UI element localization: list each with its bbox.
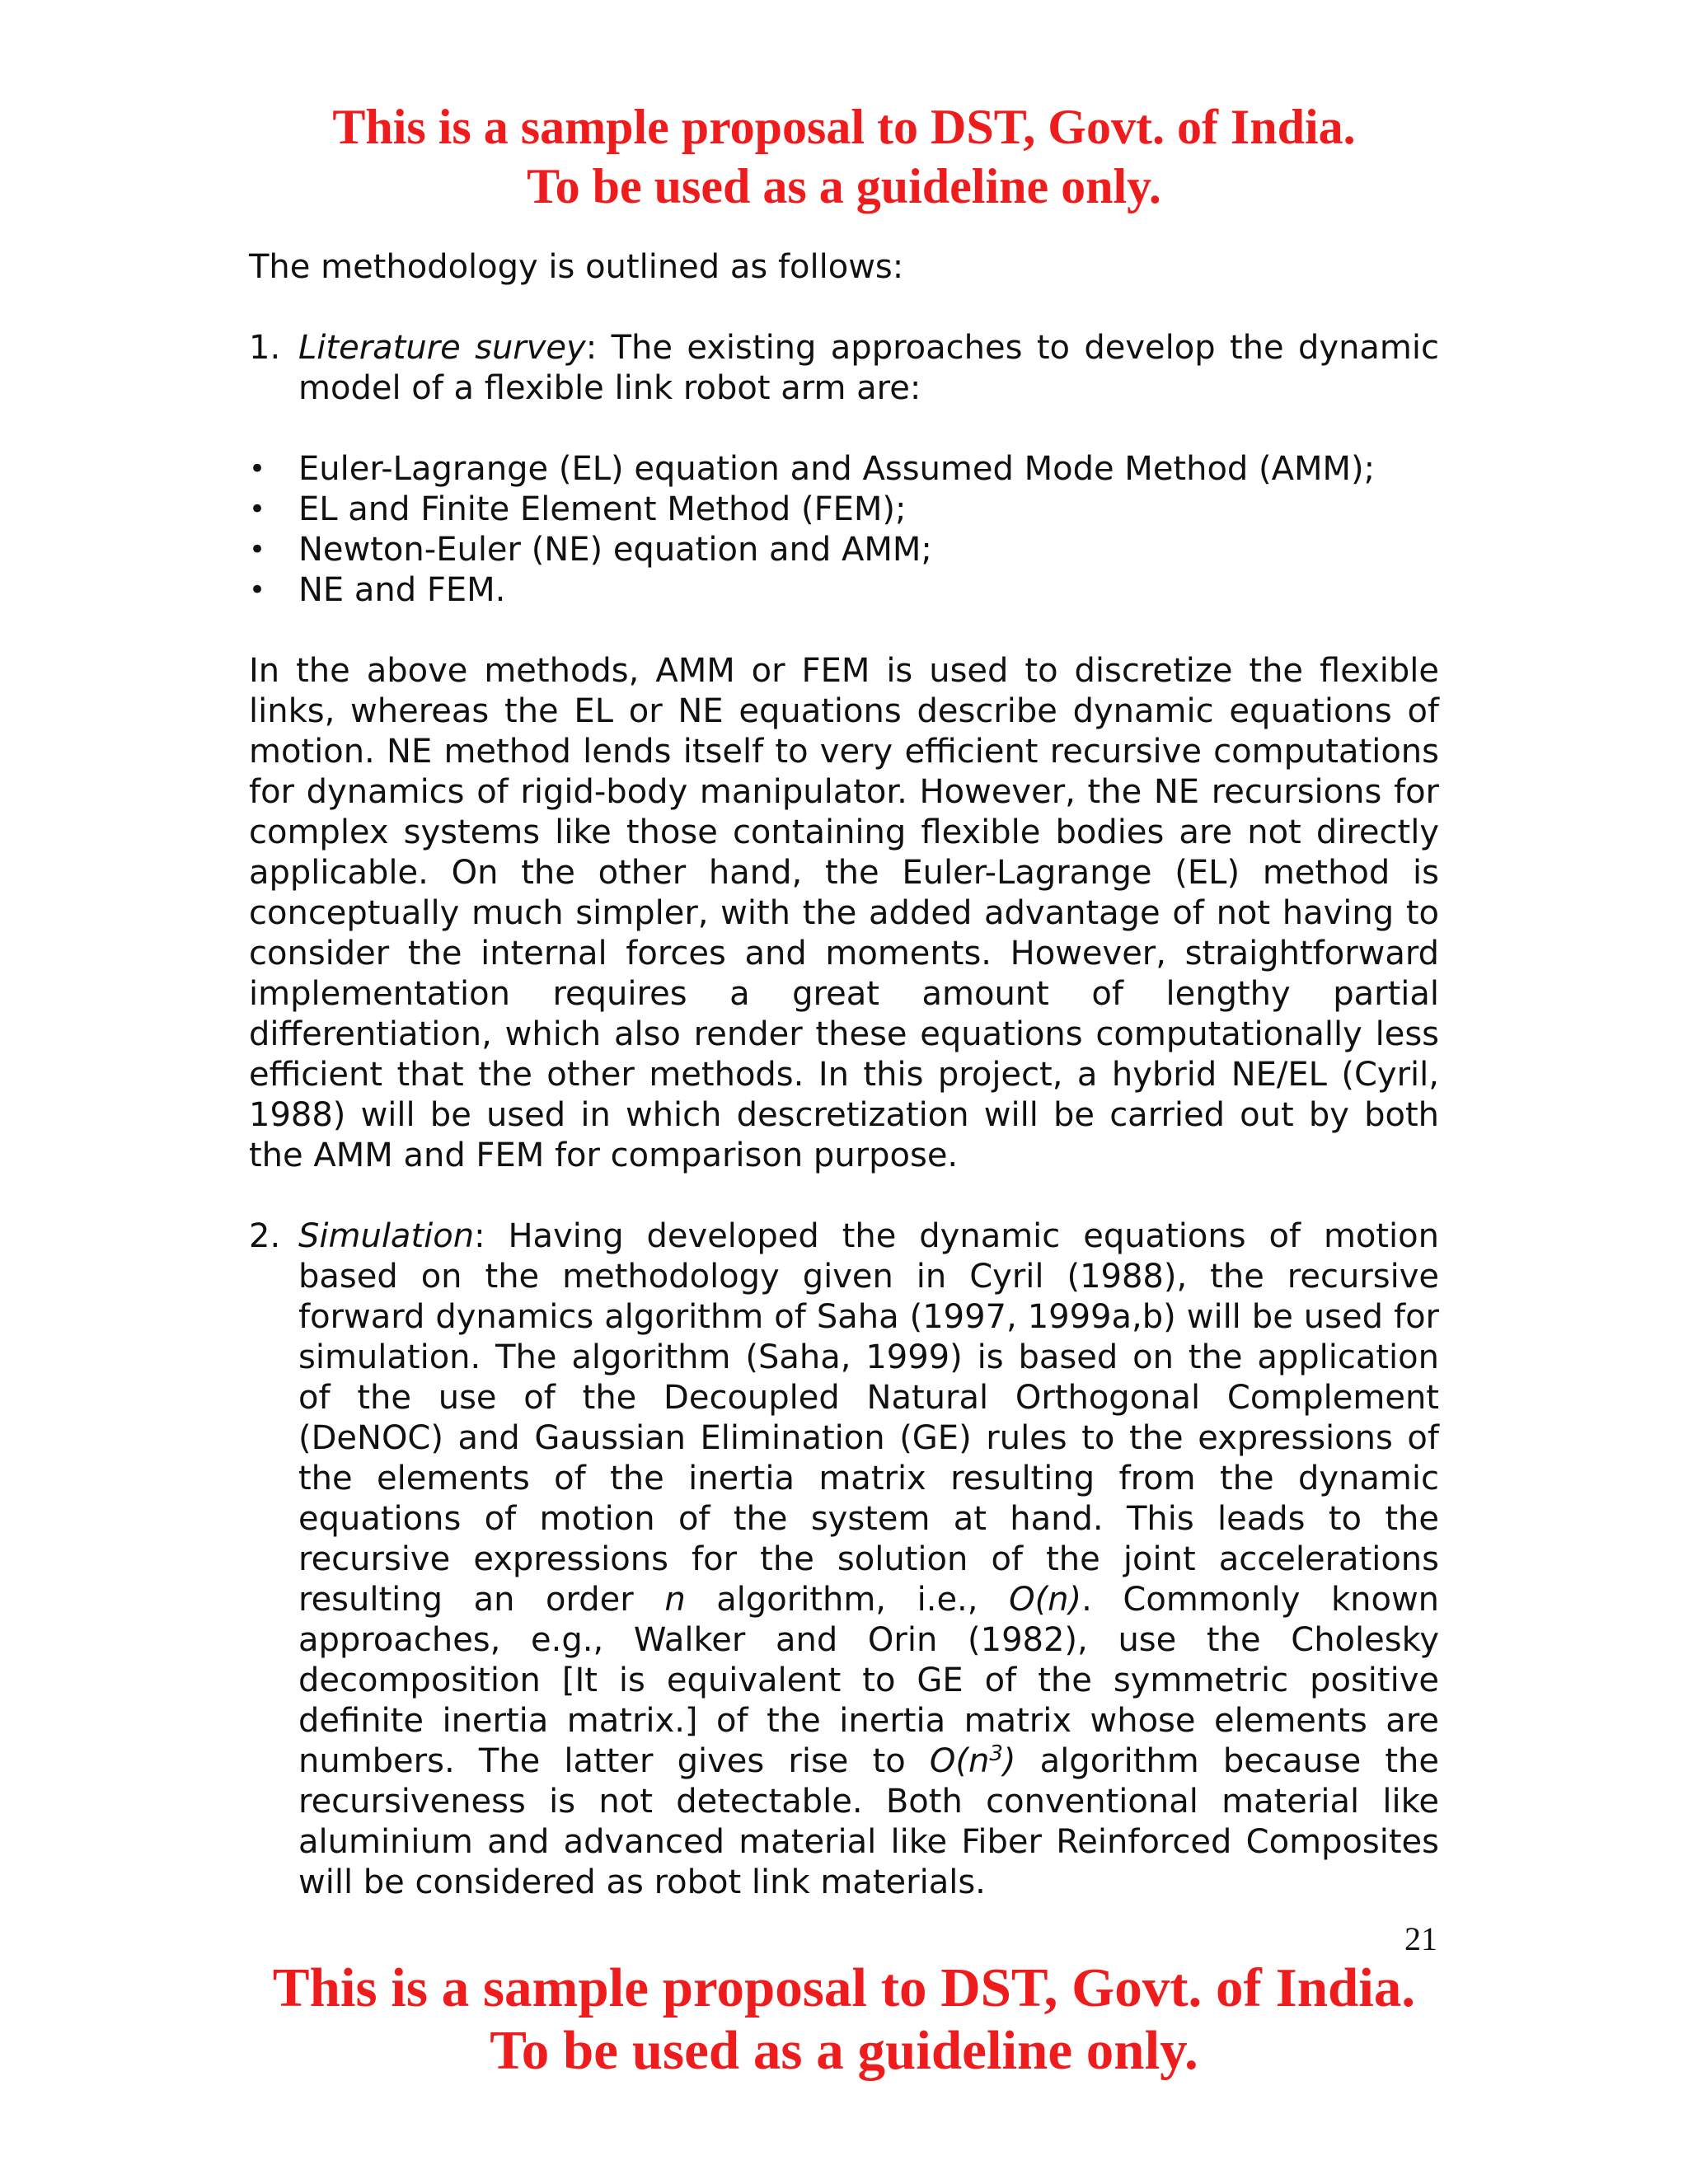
list-item [249,449,1439,490]
list-item [249,530,1439,570]
item-term: Literature survey [298,329,586,367]
bullet-text: NE and FEM. [298,571,506,609]
item-text-part1: : Having developed the dynamic equations of motion based on the methodology given in Cyril (1988), the recursive forward dynamics algorithm of Saha (1997, 1999a,b) will be used for simulation. The algorithm (Saha, 1999) is based on the application of the use of the Decoupled Natural Orthogonal Complement (DeNOC) and Gaussian Elimination (GE) rules to the expressions of the elements of the inertia matrix resulting from the dynamic equations of motion of the system at hand. This leads to the recursive expressions for the solution of the joint accelerations resulting an order [298,1217,1439,1619]
list-item-literature-survey [249,328,1439,409]
item-number: 1. [249,329,281,367]
bullet-icon: • [249,493,266,526]
watermark-top [0,97,1688,216]
watermark-top-line1: This is a sample proposal to DST, Govt. of India. [332,100,1356,154]
list-item-simulation [249,1216,1439,1903]
item-term: Simulation [298,1217,475,1255]
intro-text: The methodology is outlined as follows: [249,248,904,286]
bullet-text: EL and Finite Element Method (FEM); [298,490,907,528]
approaches-list [249,449,1439,611]
complexity-linear: O(n) [1009,1581,1082,1619]
item-description: : The existing approaches to develop the dynamic model of a flexible link robot arm are: [298,329,1440,407]
page-body [249,247,1439,1903]
item-number: 2. [249,1217,281,1255]
complexity-cubic-close: ) [1002,1742,1016,1780]
list-item [249,490,1439,530]
complexity-cubic-exponent: 3 [989,1741,1003,1766]
bullet-text: Euler-Lagrange (EL) equation and Assumed Mode Method (AMM); [298,450,1376,488]
list-item [249,570,1439,611]
page-number: 21 [1404,1920,1437,1957]
order-symbol: n [664,1581,686,1619]
methods-paragraph: In the above methods, AMM or FEM is used to discretize the flexible links, whereas the EL or NE equations describe dynamic equations of motion. NE method lends itself to very efficient recursive computations for dynamics of rigid-body manipulator. However, the NE recursions for complex systems like those containing flexible bodies are not directly applicable. On the other hand, the Euler-Lagrange (EL) method is conceptually much simpler, with the added advantage of not having to consider the internal forces and moments. However, straightforward implementation requires a great amount of lengthy partial differentiation, which also render these equations computationally less efficient that the other methods. In this project, a hybrid NE/EL (Cyril, 1988) will be used in which descretization will be carried out by both the AMM and FEM for comparison purpose. [249,652,1439,1174]
item-text [298,328,1439,409]
complexity-cubic-base: O(n [929,1742,990,1780]
watermark-bottom [0,1957,1688,2082]
complexity-cubic [930,1742,1016,1780]
bullet-icon: • [249,533,266,566]
item-text-part3: . Commonly known approaches, e.g., Walker and Orin (1982), use the Cholesky decomposition [It is equivalent to GE of the symmetric positive definite inertia matrix.] of the inertia matrix whose elements are numbers. The latter gives rise to [298,1581,1440,1780]
item-text-part2: algorithm, i.e., [685,1581,1010,1619]
watermark-bottom-line2: To be used as a guideline only. [490,2020,1198,2081]
bullet-icon: • [249,452,266,485]
bullet-text: Newton-Euler (NE) equation and AMM; [298,531,932,569]
watermark-top-line2: To be used as a guideline only. [527,159,1161,213]
bullet-icon: • [249,574,266,607]
watermark-bottom-line1: This is a sample proposal to DST, Govt. of India. [272,1957,1416,2018]
item-text [298,1216,1439,1903]
item-text-part4: algorithm because the recursiveness is not detectable. Both conventional material like aluminium and advanced material like Fiber Reinforced Composites will be considered as robot link materials. [298,1742,1440,1901]
